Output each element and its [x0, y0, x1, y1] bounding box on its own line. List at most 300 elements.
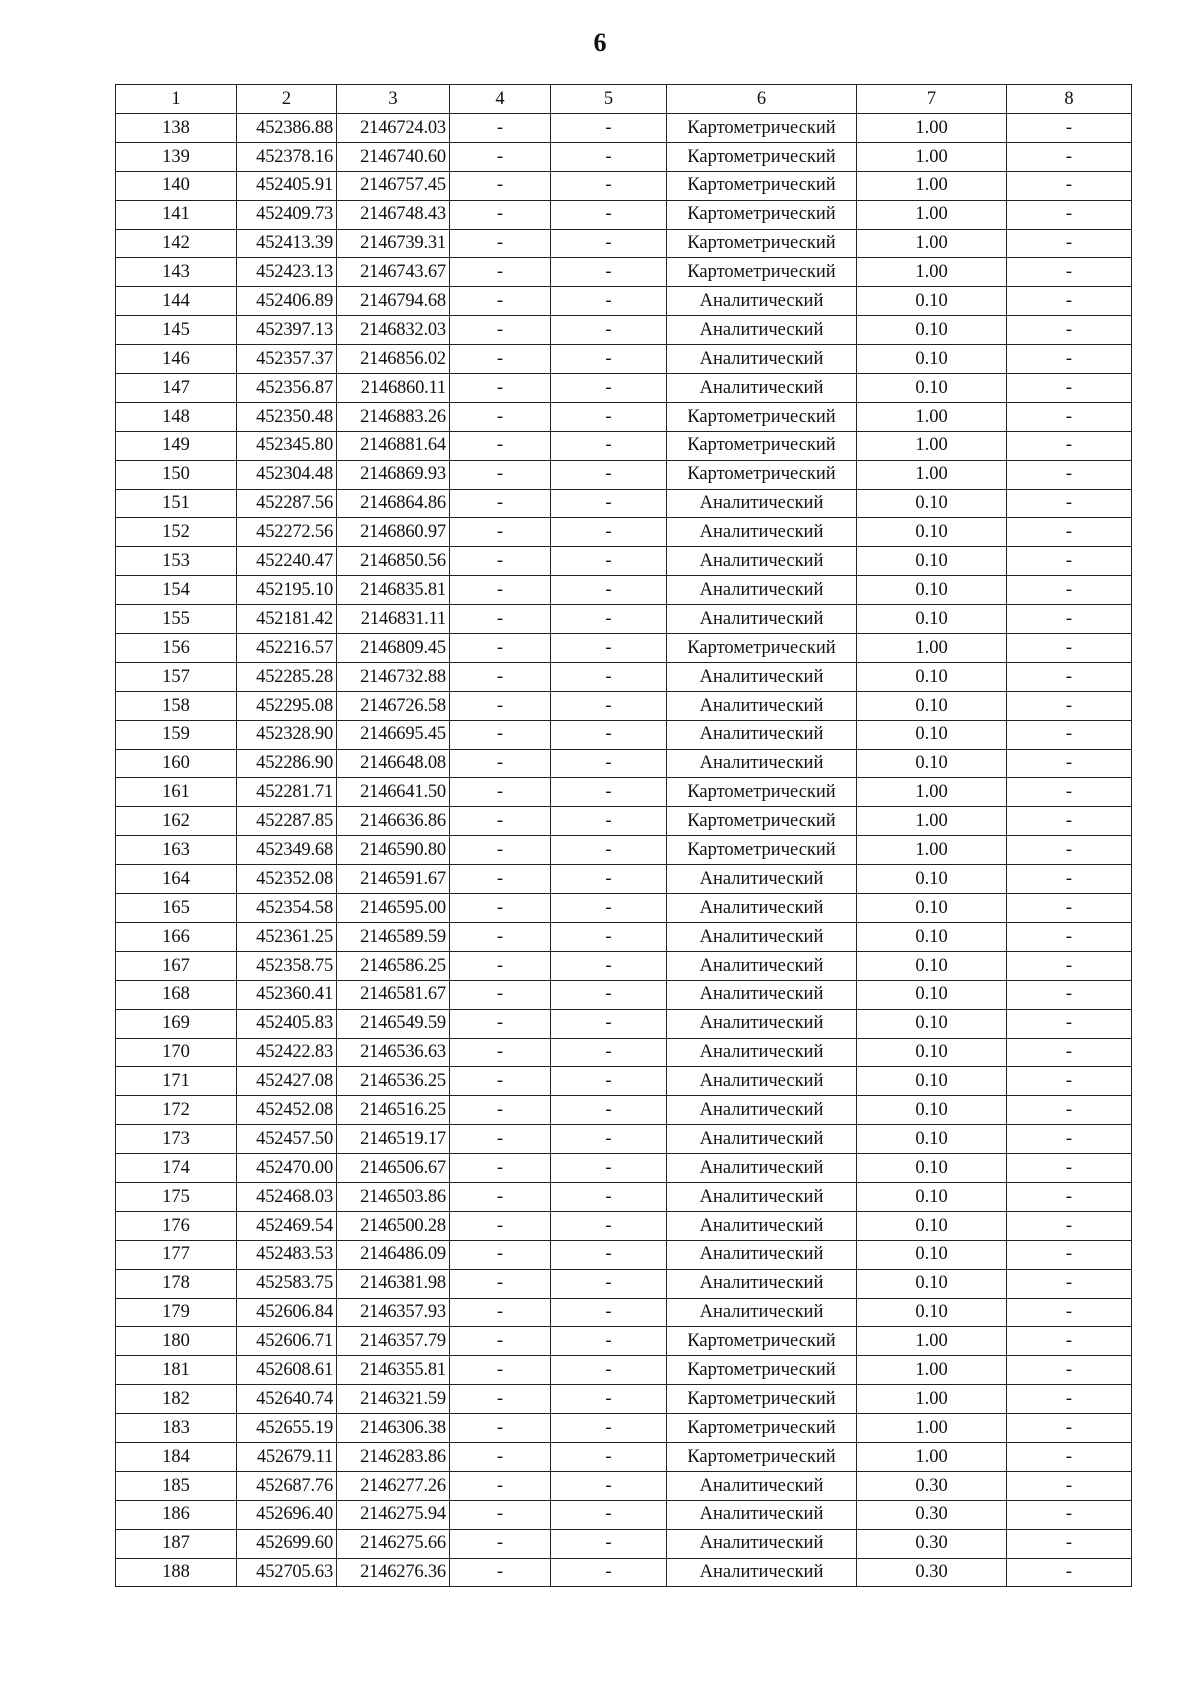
x-coordinate-cell: 452640.74 — [237, 1385, 337, 1414]
point-number-cell: 176 — [116, 1211, 237, 1240]
table-row — [116, 1298, 1132, 1327]
col5-cell: - — [551, 778, 667, 807]
x-coordinate-cell: 452378.16 — [237, 142, 337, 171]
x-coordinate-cell: 452606.84 — [237, 1298, 337, 1327]
method-cell: Аналитический — [667, 1067, 857, 1096]
x-coordinate-cell: 452422.83 — [237, 1038, 337, 1067]
col5-cell: - — [551, 1067, 667, 1096]
col4-cell: - — [450, 460, 551, 489]
method-cell: Картометрический — [667, 431, 857, 460]
method-cell: Аналитический — [667, 1471, 857, 1500]
col4-cell: - — [450, 345, 551, 374]
table-row — [116, 200, 1132, 229]
table-row — [116, 402, 1132, 431]
col8-cell: - — [1007, 1385, 1132, 1414]
col8-cell: - — [1007, 1211, 1132, 1240]
table-row — [116, 865, 1132, 894]
x-coordinate-cell: 452285.28 — [237, 662, 337, 691]
method-cell: Аналитический — [667, 1125, 857, 1154]
col4-cell: - — [450, 1269, 551, 1298]
col4-cell: - — [450, 634, 551, 663]
y-coordinate-cell: 2146726.58 — [337, 691, 450, 720]
col5-cell: - — [551, 1298, 667, 1327]
point-number-cell: 166 — [116, 922, 237, 951]
col5-cell: - — [551, 1500, 667, 1529]
y-coordinate-cell: 2146357.93 — [337, 1298, 450, 1327]
col8-cell: - — [1007, 778, 1132, 807]
y-coordinate-cell: 2146586.25 — [337, 951, 450, 980]
col8-cell: - — [1007, 431, 1132, 460]
y-coordinate-cell: 2146590.80 — [337, 836, 450, 865]
col4-cell: - — [450, 142, 551, 171]
column-header: 3 — [337, 85, 450, 114]
col5-cell: - — [551, 1240, 667, 1269]
col5-cell: - — [551, 547, 667, 576]
table-row — [116, 518, 1132, 547]
col5-cell: - — [551, 402, 667, 431]
table-row — [116, 894, 1132, 923]
col5-cell: - — [551, 1125, 667, 1154]
method-cell: Картометрический — [667, 402, 857, 431]
point-number-cell: 167 — [116, 951, 237, 980]
x-coordinate-cell: 452405.91 — [237, 171, 337, 200]
table-row — [116, 1529, 1132, 1558]
point-number-cell: 188 — [116, 1558, 237, 1587]
table-row — [116, 576, 1132, 605]
column-header: 7 — [857, 85, 1007, 114]
col4-cell: - — [450, 200, 551, 229]
col5-cell: - — [551, 229, 667, 258]
y-coordinate-cell: 2146832.03 — [337, 316, 450, 345]
table-row — [116, 720, 1132, 749]
x-coordinate-cell: 452386.88 — [237, 114, 337, 143]
col8-cell: - — [1007, 576, 1132, 605]
accuracy-cell: 1.00 — [857, 402, 1007, 431]
col4-cell: - — [450, 605, 551, 634]
table-row — [116, 142, 1132, 171]
table-row — [116, 316, 1132, 345]
col5-cell: - — [551, 1529, 667, 1558]
table-row — [116, 460, 1132, 489]
col4-cell: - — [450, 1096, 551, 1125]
x-coordinate-cell: 452470.00 — [237, 1154, 337, 1183]
y-coordinate-cell: 2146794.68 — [337, 287, 450, 316]
col5-cell: - — [551, 605, 667, 634]
x-coordinate-cell: 452655.19 — [237, 1414, 337, 1443]
point-number-cell: 162 — [116, 807, 237, 836]
table-row — [116, 374, 1132, 403]
x-coordinate-cell: 452469.54 — [237, 1211, 337, 1240]
col4-cell: - — [450, 691, 551, 720]
method-cell: Аналитический — [667, 287, 857, 316]
x-coordinate-cell: 452361.25 — [237, 922, 337, 951]
point-number-cell: 153 — [116, 547, 237, 576]
col4-cell: - — [450, 1385, 551, 1414]
point-number-cell: 157 — [116, 662, 237, 691]
point-number-cell: 179 — [116, 1298, 237, 1327]
accuracy-cell: 0.10 — [857, 1298, 1007, 1327]
col8-cell: - — [1007, 634, 1132, 663]
x-coordinate-cell: 452452.08 — [237, 1096, 337, 1125]
y-coordinate-cell: 2146641.50 — [337, 778, 450, 807]
y-coordinate-cell: 2146503.86 — [337, 1182, 450, 1211]
table-row — [116, 836, 1132, 865]
col8-cell: - — [1007, 460, 1132, 489]
point-number-cell: 145 — [116, 316, 237, 345]
table-row — [116, 951, 1132, 980]
accuracy-cell: 1.00 — [857, 431, 1007, 460]
col5-cell: - — [551, 720, 667, 749]
point-number-cell: 148 — [116, 402, 237, 431]
table-row — [116, 605, 1132, 634]
x-coordinate-cell: 452696.40 — [237, 1500, 337, 1529]
col8-cell: - — [1007, 171, 1132, 200]
col4-cell: - — [450, 1067, 551, 1096]
x-coordinate-cell: 452405.83 — [237, 1009, 337, 1038]
accuracy-cell: 1.00 — [857, 1414, 1007, 1443]
point-number-cell: 142 — [116, 229, 237, 258]
col8-cell: - — [1007, 662, 1132, 691]
point-number-cell: 161 — [116, 778, 237, 807]
col4-cell: - — [450, 836, 551, 865]
col5-cell: - — [551, 1558, 667, 1587]
col5-cell: - — [551, 287, 667, 316]
method-cell: Аналитический — [667, 345, 857, 374]
table-row — [116, 258, 1132, 287]
point-number-cell: 174 — [116, 1154, 237, 1183]
table-row — [116, 547, 1132, 576]
table-row — [116, 287, 1132, 316]
col4-cell: - — [450, 229, 551, 258]
point-number-cell: 181 — [116, 1356, 237, 1385]
col4-cell: - — [450, 1009, 551, 1038]
col4-cell: - — [450, 489, 551, 518]
accuracy-cell: 0.10 — [857, 547, 1007, 576]
col4-cell: - — [450, 374, 551, 403]
col4-cell: - — [450, 720, 551, 749]
col8-cell: - — [1007, 1500, 1132, 1529]
table-row — [116, 1096, 1132, 1125]
table-row — [116, 980, 1132, 1009]
point-number-cell: 183 — [116, 1414, 237, 1443]
col8-cell: - — [1007, 1414, 1132, 1443]
method-cell: Аналитический — [667, 1558, 857, 1587]
x-coordinate-cell: 452679.11 — [237, 1442, 337, 1471]
col5-cell: - — [551, 1327, 667, 1356]
x-coordinate-cell: 452358.75 — [237, 951, 337, 980]
col8-cell: - — [1007, 980, 1132, 1009]
col8-cell: - — [1007, 258, 1132, 287]
accuracy-cell: 0.10 — [857, 1009, 1007, 1038]
x-coordinate-cell: 452427.08 — [237, 1067, 337, 1096]
y-coordinate-cell: 2146860.11 — [337, 374, 450, 403]
y-coordinate-cell: 2146835.81 — [337, 576, 450, 605]
col4-cell: - — [450, 1356, 551, 1385]
method-cell: Картометрический — [667, 142, 857, 171]
method-cell: Картометрический — [667, 1356, 857, 1385]
method-cell: Аналитический — [667, 1500, 857, 1529]
col8-cell: - — [1007, 1096, 1132, 1125]
x-coordinate-cell: 452304.48 — [237, 460, 337, 489]
y-coordinate-cell: 2146831.11 — [337, 605, 450, 634]
point-number-cell: 139 — [116, 142, 237, 171]
col5-cell: - — [551, 1414, 667, 1443]
point-number-cell: 182 — [116, 1385, 237, 1414]
y-coordinate-cell: 2146809.45 — [337, 634, 450, 663]
point-number-cell: 143 — [116, 258, 237, 287]
x-coordinate-cell: 452349.68 — [237, 836, 337, 865]
col4-cell: - — [450, 1182, 551, 1211]
table-row — [116, 1500, 1132, 1529]
accuracy-cell: 1.00 — [857, 460, 1007, 489]
accuracy-cell: 0.10 — [857, 576, 1007, 605]
table-header-row — [116, 85, 1132, 114]
col8-cell: - — [1007, 489, 1132, 518]
page-number: 6 — [593, 28, 607, 57]
table-row — [116, 229, 1132, 258]
point-number-cell: 171 — [116, 1067, 237, 1096]
col4-cell: - — [450, 402, 551, 431]
table-row — [116, 1154, 1132, 1183]
y-coordinate-cell: 2146695.45 — [337, 720, 450, 749]
y-coordinate-cell: 2146732.88 — [337, 662, 450, 691]
column-header: 1 — [116, 85, 237, 114]
col8-cell: - — [1007, 1327, 1132, 1356]
x-coordinate-cell: 452216.57 — [237, 634, 337, 663]
col5-cell: - — [551, 894, 667, 923]
table-row — [116, 749, 1132, 778]
col5-cell: - — [551, 951, 667, 980]
x-coordinate-cell: 452699.60 — [237, 1529, 337, 1558]
method-cell: Аналитический — [667, 316, 857, 345]
method-cell: Картометрический — [667, 1442, 857, 1471]
x-coordinate-cell: 452687.76 — [237, 1471, 337, 1500]
y-coordinate-cell: 2146743.67 — [337, 258, 450, 287]
col5-cell: - — [551, 518, 667, 547]
y-coordinate-cell: 2146740.60 — [337, 142, 450, 171]
method-cell: Аналитический — [667, 518, 857, 547]
point-number-cell: 144 — [116, 287, 237, 316]
y-coordinate-cell: 2146275.66 — [337, 1529, 450, 1558]
accuracy-cell: 0.10 — [857, 865, 1007, 894]
point-number-cell: 156 — [116, 634, 237, 663]
col4-cell: - — [450, 1442, 551, 1471]
x-coordinate-cell: 452286.90 — [237, 749, 337, 778]
x-coordinate-cell: 452413.39 — [237, 229, 337, 258]
accuracy-cell: 1.00 — [857, 142, 1007, 171]
method-cell: Аналитический — [667, 1240, 857, 1269]
method-cell: Картометрический — [667, 1385, 857, 1414]
col8-cell: - — [1007, 1038, 1132, 1067]
col5-cell: - — [551, 691, 667, 720]
col8-cell: - — [1007, 1298, 1132, 1327]
point-number-cell: 149 — [116, 431, 237, 460]
accuracy-cell: 0.10 — [857, 345, 1007, 374]
method-cell: Аналитический — [667, 489, 857, 518]
method-cell: Аналитический — [667, 1298, 857, 1327]
table-row — [116, 1038, 1132, 1067]
accuracy-cell: 0.10 — [857, 1038, 1007, 1067]
method-cell: Аналитический — [667, 951, 857, 980]
table-row — [116, 691, 1132, 720]
x-coordinate-cell: 452608.61 — [237, 1356, 337, 1385]
x-coordinate-cell: 452357.37 — [237, 345, 337, 374]
x-coordinate-cell: 452468.03 — [237, 1182, 337, 1211]
col8-cell: - — [1007, 518, 1132, 547]
point-number-cell: 178 — [116, 1269, 237, 1298]
point-number-cell: 168 — [116, 980, 237, 1009]
y-coordinate-cell: 2146581.67 — [337, 980, 450, 1009]
col8-cell: - — [1007, 1442, 1132, 1471]
x-coordinate-cell: 452356.87 — [237, 374, 337, 403]
point-number-cell: 160 — [116, 749, 237, 778]
method-cell: Аналитический — [667, 662, 857, 691]
accuracy-cell: 1.00 — [857, 807, 1007, 836]
point-number-cell: 184 — [116, 1442, 237, 1471]
col4-cell: - — [450, 807, 551, 836]
method-cell: Аналитический — [667, 1529, 857, 1558]
x-coordinate-cell: 452195.10 — [237, 576, 337, 605]
method-cell: Аналитический — [667, 1096, 857, 1125]
table-row — [116, 662, 1132, 691]
point-number-cell: 138 — [116, 114, 237, 143]
col5-cell: - — [551, 922, 667, 951]
point-number-cell: 172 — [116, 1096, 237, 1125]
point-number-cell: 163 — [116, 836, 237, 865]
col8-cell: - — [1007, 1067, 1132, 1096]
point-number-cell: 177 — [116, 1240, 237, 1269]
col4-cell: - — [450, 1529, 551, 1558]
accuracy-cell: 0.10 — [857, 1240, 1007, 1269]
point-number-cell: 165 — [116, 894, 237, 923]
x-coordinate-cell: 452397.13 — [237, 316, 337, 345]
point-number-cell: 170 — [116, 1038, 237, 1067]
col4-cell: - — [450, 1298, 551, 1327]
column-header: 6 — [667, 85, 857, 114]
col8-cell: - — [1007, 1471, 1132, 1500]
col8-cell: - — [1007, 749, 1132, 778]
col4-cell: - — [450, 1327, 551, 1356]
point-number-cell: 175 — [116, 1182, 237, 1211]
point-number-cell: 154 — [116, 576, 237, 605]
table-row — [116, 431, 1132, 460]
y-coordinate-cell: 2146739.31 — [337, 229, 450, 258]
method-cell: Картометрический — [667, 836, 857, 865]
col8-cell: - — [1007, 1125, 1132, 1154]
accuracy-cell: 0.10 — [857, 1096, 1007, 1125]
col8-cell: - — [1007, 1269, 1132, 1298]
col5-cell: - — [551, 171, 667, 200]
x-coordinate-cell: 452295.08 — [237, 691, 337, 720]
accuracy-cell: 1.00 — [857, 171, 1007, 200]
col5-cell: - — [551, 1009, 667, 1038]
accuracy-cell: 1.00 — [857, 1385, 1007, 1414]
col8-cell: - — [1007, 1356, 1132, 1385]
y-coordinate-cell: 2146748.43 — [337, 200, 450, 229]
col5-cell: - — [551, 1182, 667, 1211]
col5-cell: - — [551, 258, 667, 287]
table-row — [116, 1442, 1132, 1471]
y-coordinate-cell: 2146357.79 — [337, 1327, 450, 1356]
col5-cell: - — [551, 1385, 667, 1414]
col8-cell: - — [1007, 1009, 1132, 1038]
accuracy-cell: 0.10 — [857, 1154, 1007, 1183]
y-coordinate-cell: 2146591.67 — [337, 865, 450, 894]
col5-cell: - — [551, 1442, 667, 1471]
col8-cell: - — [1007, 894, 1132, 923]
col5-cell: - — [551, 460, 667, 489]
table-row — [116, 1211, 1132, 1240]
method-cell: Картометрический — [667, 460, 857, 489]
method-cell: Картометрический — [667, 778, 857, 807]
table-row — [116, 1240, 1132, 1269]
method-cell: Картометрический — [667, 1327, 857, 1356]
col8-cell: - — [1007, 374, 1132, 403]
col5-cell: - — [551, 345, 667, 374]
col4-cell: - — [450, 1240, 551, 1269]
accuracy-cell: 0.10 — [857, 951, 1007, 980]
accuracy-cell: 0.10 — [857, 518, 1007, 547]
table-row — [116, 922, 1132, 951]
col4-cell: - — [450, 1471, 551, 1500]
x-coordinate-cell: 452457.50 — [237, 1125, 337, 1154]
col4-cell: - — [450, 922, 551, 951]
accuracy-cell: 0.10 — [857, 1125, 1007, 1154]
col5-cell: - — [551, 489, 667, 518]
col8-cell: - — [1007, 720, 1132, 749]
col5-cell: - — [551, 836, 667, 865]
x-coordinate-cell: 452423.13 — [237, 258, 337, 287]
col4-cell: - — [450, 1038, 551, 1067]
y-coordinate-cell: 2146549.59 — [337, 1009, 450, 1038]
point-number-cell: 146 — [116, 345, 237, 374]
x-coordinate-cell: 452354.58 — [237, 894, 337, 923]
method-cell: Аналитический — [667, 547, 857, 576]
col8-cell: - — [1007, 1558, 1132, 1587]
y-coordinate-cell: 2146724.03 — [337, 114, 450, 143]
y-coordinate-cell: 2146757.45 — [337, 171, 450, 200]
method-cell: Картометрический — [667, 1414, 857, 1443]
col8-cell: - — [1007, 1182, 1132, 1211]
y-coordinate-cell: 2146500.28 — [337, 1211, 450, 1240]
method-cell: Аналитический — [667, 691, 857, 720]
x-coordinate-cell: 452287.85 — [237, 807, 337, 836]
method-cell: Аналитический — [667, 1038, 857, 1067]
col8-cell: - — [1007, 402, 1132, 431]
col8-cell: - — [1007, 547, 1132, 576]
accuracy-cell: 0.10 — [857, 1211, 1007, 1240]
method-cell: Картометрический — [667, 229, 857, 258]
y-coordinate-cell: 2146283.86 — [337, 1442, 450, 1471]
y-coordinate-cell: 2146864.86 — [337, 489, 450, 518]
col5-cell: - — [551, 374, 667, 403]
x-coordinate-cell: 452345.80 — [237, 431, 337, 460]
table-row — [116, 1471, 1132, 1500]
point-number-cell: 159 — [116, 720, 237, 749]
x-coordinate-cell: 452406.89 — [237, 287, 337, 316]
accuracy-cell: 1.00 — [857, 229, 1007, 258]
y-coordinate-cell: 2146869.93 — [337, 460, 450, 489]
accuracy-cell: 0.30 — [857, 1471, 1007, 1500]
table-row — [116, 1009, 1132, 1038]
col8-cell: - — [1007, 1240, 1132, 1269]
accuracy-cell: 0.30 — [857, 1500, 1007, 1529]
col8-cell: - — [1007, 1529, 1132, 1558]
point-number-cell: 169 — [116, 1009, 237, 1038]
x-coordinate-cell: 452350.48 — [237, 402, 337, 431]
coordinates-table — [115, 84, 1132, 1587]
point-number-cell: 155 — [116, 605, 237, 634]
